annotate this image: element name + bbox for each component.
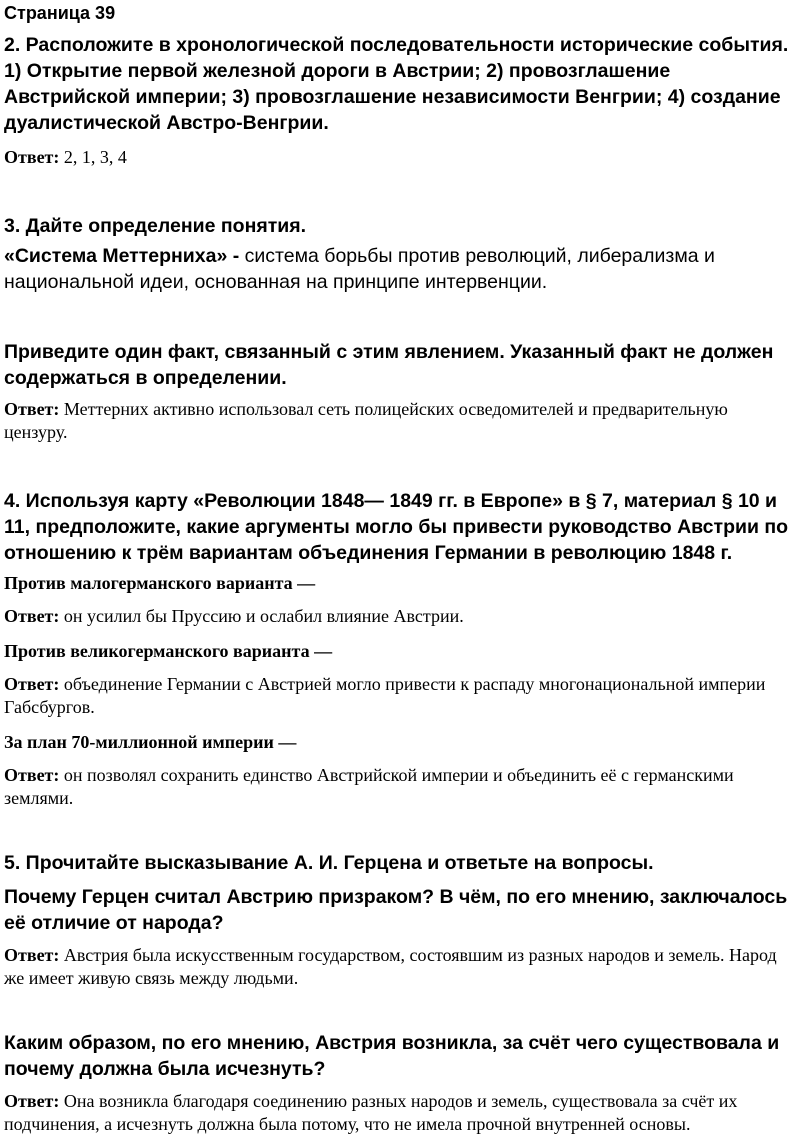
question-4-heading: 4. Используя карту «Революции 1848— 1849 гг. в Европе» в § 7, материал § 10 и 11, предположите, какие аргументы могло бы привести руководство Австрии по отношению к трём вариантам объединения Германии в революцию 1848 г. bbox=[4, 490, 789, 564]
answer-label: Ответ: bbox=[4, 399, 60, 419]
answer-label: Ответ: bbox=[4, 674, 60, 694]
answer-text: он усилил бы Пруссию и ослабил влияние Австрии. bbox=[63, 606, 464, 626]
q4-item-2-answer bbox=[4, 673, 794, 719]
question-3-heading: 3. Дайте определение понятия. bbox=[4, 215, 307, 237]
answer-text: Австрия была искусственным государством, состоявшим из разных народов и земель. Народ же имеет живую связь между людьми. bbox=[4, 945, 777, 988]
q4-item-2-label: Против великогерманского варианта — bbox=[4, 641, 333, 661]
document-page bbox=[0, 2, 800, 1142]
q4-item-3-answer bbox=[4, 764, 794, 810]
definition-text: система борьбы против революций, либерализма и национальной идеи, основанная на принципе интервенции. bbox=[4, 245, 715, 293]
answer-text: он позволял сохранить единство Австрийской империи и объединить её с германскими землями. bbox=[4, 765, 734, 808]
answer-label: Ответ: bbox=[4, 945, 60, 965]
question-2-heading: 2. Расположите в хронологической последовательности исторические события. 1) Открытие первой железной дороги в Австрии; 2) провозглашение Австрийской империи; 3) провозглашение независимости Венгрии; 4) создание дуалистической Австро-Венгрии. bbox=[4, 34, 789, 134]
answer-label: Ответ: bbox=[4, 765, 60, 785]
question-3-fact-answer bbox=[4, 398, 794, 444]
answer-label: Ответ: bbox=[4, 147, 60, 167]
question-5-sub-2-heading: Каким образом, по его мнению, Австрия возникла, за счёт чего существовала и почему должна была исчезнуть? bbox=[4, 1032, 780, 1080]
question-5-sub-1-heading: Почему Герцен считал Австрию призраком? В чём, по его мнению, заключалось её отличие от народа? bbox=[4, 886, 788, 934]
answer-text: Меттерних активно использовал сеть полицейских осведомителей и предварительную цензуру. bbox=[4, 399, 728, 442]
definition-term: «Система Меттерниха» - bbox=[4, 245, 240, 267]
q4-item-1-label: Против малогерманского варианта — bbox=[4, 573, 316, 593]
answer-text: Она возникла благодаря соединению разных народов и земель, существовала за счёт их подчинения, а исчезнуть должна была потому, что не имела прочной внутренней основы. bbox=[4, 1091, 738, 1134]
question-2-answer bbox=[4, 146, 794, 169]
question-3-definition bbox=[4, 243, 794, 295]
question-5-sub-1-answer bbox=[4, 944, 794, 990]
answer-text: 2, 1, 3, 4 bbox=[63, 147, 127, 167]
answer-label: Ответ: bbox=[4, 1091, 60, 1111]
question-3-fact-heading: Приведите один факт, связанный с этим явлением. Указанный факт не должен содержаться в определении. bbox=[4, 341, 774, 389]
q4-item-3-label: За план 70-миллионной империи — bbox=[4, 732, 297, 752]
answer-label: Ответ: bbox=[4, 606, 60, 626]
answer-text: объединение Германии с Австрией могло привести к распаду многонациональной империи Габсбургов. bbox=[4, 674, 766, 717]
page-title: Страница 39 bbox=[4, 3, 116, 23]
q4-item-1-answer bbox=[4, 605, 794, 628]
question-5-sub-2-answer bbox=[4, 1090, 794, 1136]
question-5-heading: 5. Прочитайте высказывание А. И. Герцена и ответьте на вопросы. bbox=[4, 852, 654, 874]
